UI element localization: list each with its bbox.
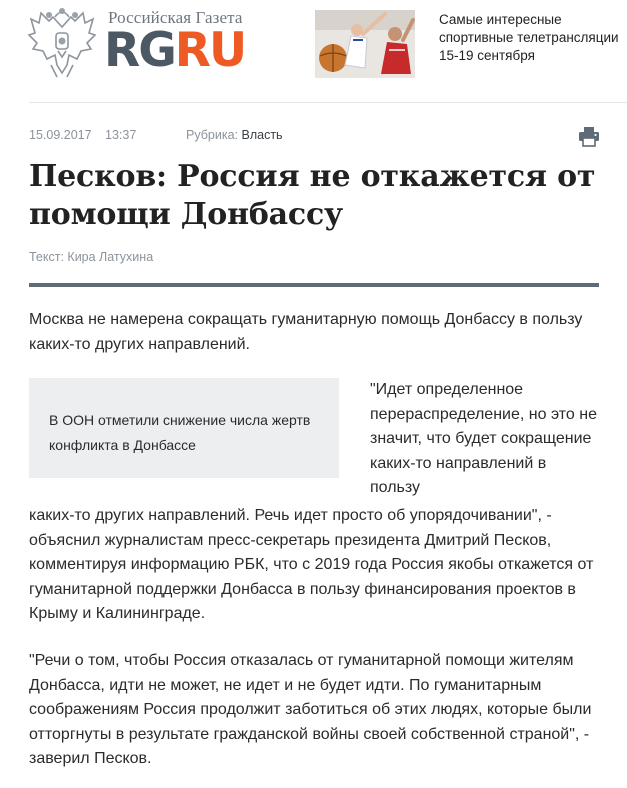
rubric-link[interactable]: Власть	[241, 128, 283, 142]
rubric-label: Рубрика:	[186, 128, 238, 142]
promo-link-text[interactable]: Самые интересные спортивные телетрансляции 15-19 сентября	[439, 12, 619, 63]
article-date: 15.09.2017	[29, 128, 92, 142]
article-title: Песков: Россия не откажется от помощи Донбассу	[29, 159, 596, 232]
article-lead: Москва не намерена сокращать гуманитарную помощь Донбассу в пользу каких-то других направлений.	[29, 311, 583, 353]
logo-ru-text: RU	[174, 23, 246, 78]
site-header	[0, 0, 627, 100]
related-article-box[interactable]	[29, 378, 339, 478]
print-icon[interactable]	[578, 125, 600, 147]
article-paragraph-1-continuation: каких-то других направлений. Речь идет просто об упорядочивании", - объяснил журналистам пресс-секретарь президента Дмитрий Песков, комментируя информацию РБК, что с 2019 года Россия якобы откажется от гуманитарной поддержки Донбасса в пользу финансирования проектов в Крыму и Калининграде.	[29, 507, 594, 622]
promo-basketball-image[interactable]	[315, 10, 415, 78]
article-divider	[29, 283, 599, 287]
article-rubric	[186, 128, 283, 142]
article-author: Текст: Кира Латухина	[29, 250, 154, 264]
related-article-link[interactable]: В ООН отметили снижение числа жертв конфликта в Донбассе	[49, 412, 311, 453]
site-name[interactable]: Российская Газета	[108, 8, 243, 27]
article-paragraph-2: "Речи о том, чтобы Россия отказалась от гуманитарной помощи жителям Донбасса, идти не может, не идет и не будет идти. По гуманитарным соображениям Россия продолжит заботиться об этих людях, которые были отторгнуты в результате гражданской войны своей собственной страной", - заверил Песков.	[29, 652, 592, 767]
article-paragraph-1-start: "Идет определенное перераспределение, но это не значит, что будет сокращение каких-то направлений в пользу	[370, 381, 597, 496]
eagle-emblem-icon[interactable]	[27, 7, 97, 81]
header-divider	[29, 102, 627, 103]
rgru-logo[interactable]	[104, 24, 245, 78]
logo-rg-text: RG	[104, 23, 175, 78]
article-time: 13:37	[105, 128, 137, 142]
